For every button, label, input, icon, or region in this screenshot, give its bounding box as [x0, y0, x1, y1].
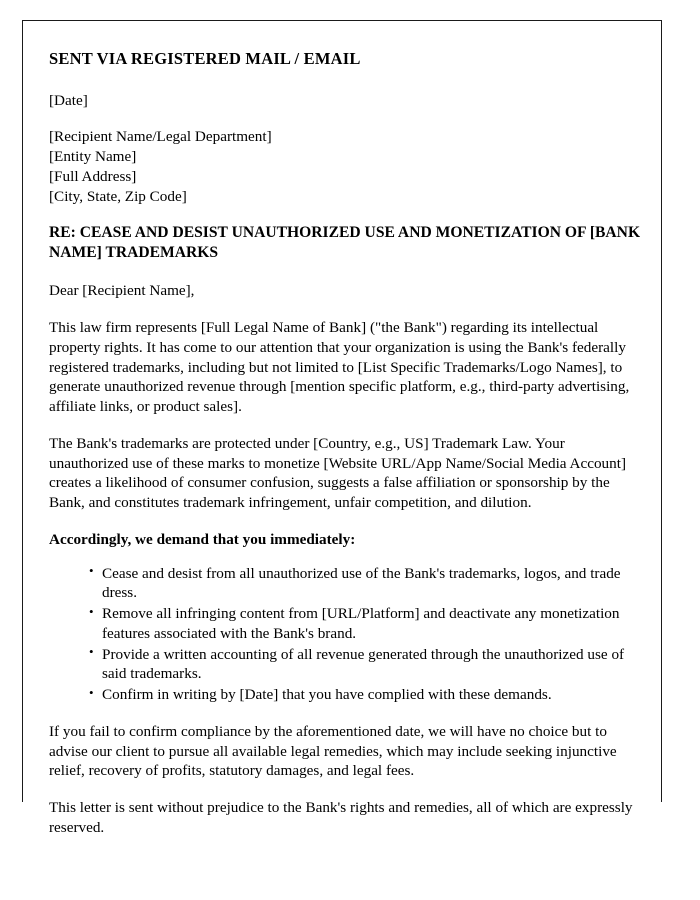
body-paragraph-representation: This law firm represents [Full Legal Name of Bank] ("the Bank") regarding its intellectual property rights. It has come to our attention that your organization is using the Bank's federally registered trademarks, including but not limited to [List Specific Trademarks/Logo Names], to generate unauthorized revenue through [mention specific platform, e.g., third-party advertising, affiliate links, or product sales].: [49, 319, 630, 416]
document-body: [49, 49, 641, 855]
body-paragraph-reservation-of-rights: This letter is sent without prejudice to the Bank's rights and remedies, all of which are expressly reserved.: [49, 799, 633, 836]
recipient-address-block: [49, 127, 641, 206]
list-item: • Confirm in writing by [Date] that you have complied with these demands.: [89, 685, 641, 705]
list-item: • Remove all infringing content from [URL/Platform] and deactivate any monetization features associated with the Bank's brand.: [89, 604, 641, 644]
salutation: Dear [Recipient Name],: [49, 282, 195, 300]
demand-heading: Accordingly, we demand that you immediately:: [49, 530, 356, 548]
list-item: • Cease and desist from all unauthorized use of the Bank's trademarks, logos, and trade dress.: [89, 564, 641, 604]
document-page: [22, 20, 662, 836]
subject-line: RE: CEASE AND DESIST UNAUTHORIZED USE AND MONETIZATION OF [BANK NAME] TRADEMARKS: [49, 224, 641, 262]
list-item: • Provide a written accounting of all revenue generated through the unauthorized use of said trademarks.: [89, 645, 641, 685]
date-placeholder: [Date]: [49, 91, 88, 109]
recipient-name-line: [Recipient Name/Legal Department]: [49, 128, 272, 146]
demand-list: [49, 564, 641, 705]
body-paragraph-trademark-law: The Bank's trademarks are protected under [Country, e.g., US] Trademark Law. Your unauthorized use of these marks to monetize [Website URL/App Name/Social Media Account] creates a likelihood of consumer confusion, suggests a false affiliation or sponsorship by the Bank, and constitutes trademark infringement, unfair competition, and dilution.: [49, 434, 627, 512]
recipient-address-line: [Full Address]: [49, 167, 137, 185]
body-paragraph-consequences: If you fail to confirm compliance by the aforementioned date, we will have no choice but to advise our client to pursue all available legal remedies, which may include seeking injunctive relief, recovery of profits, statutory damages, and legal fees.: [49, 722, 617, 780]
delivery-method-heading: SENT VIA REGISTERED MAIL / EMAIL: [49, 49, 361, 68]
recipient-city-state-zip-line: [City, State, Zip Code]: [49, 187, 187, 205]
recipient-entity-line: [Entity Name]: [49, 148, 137, 166]
